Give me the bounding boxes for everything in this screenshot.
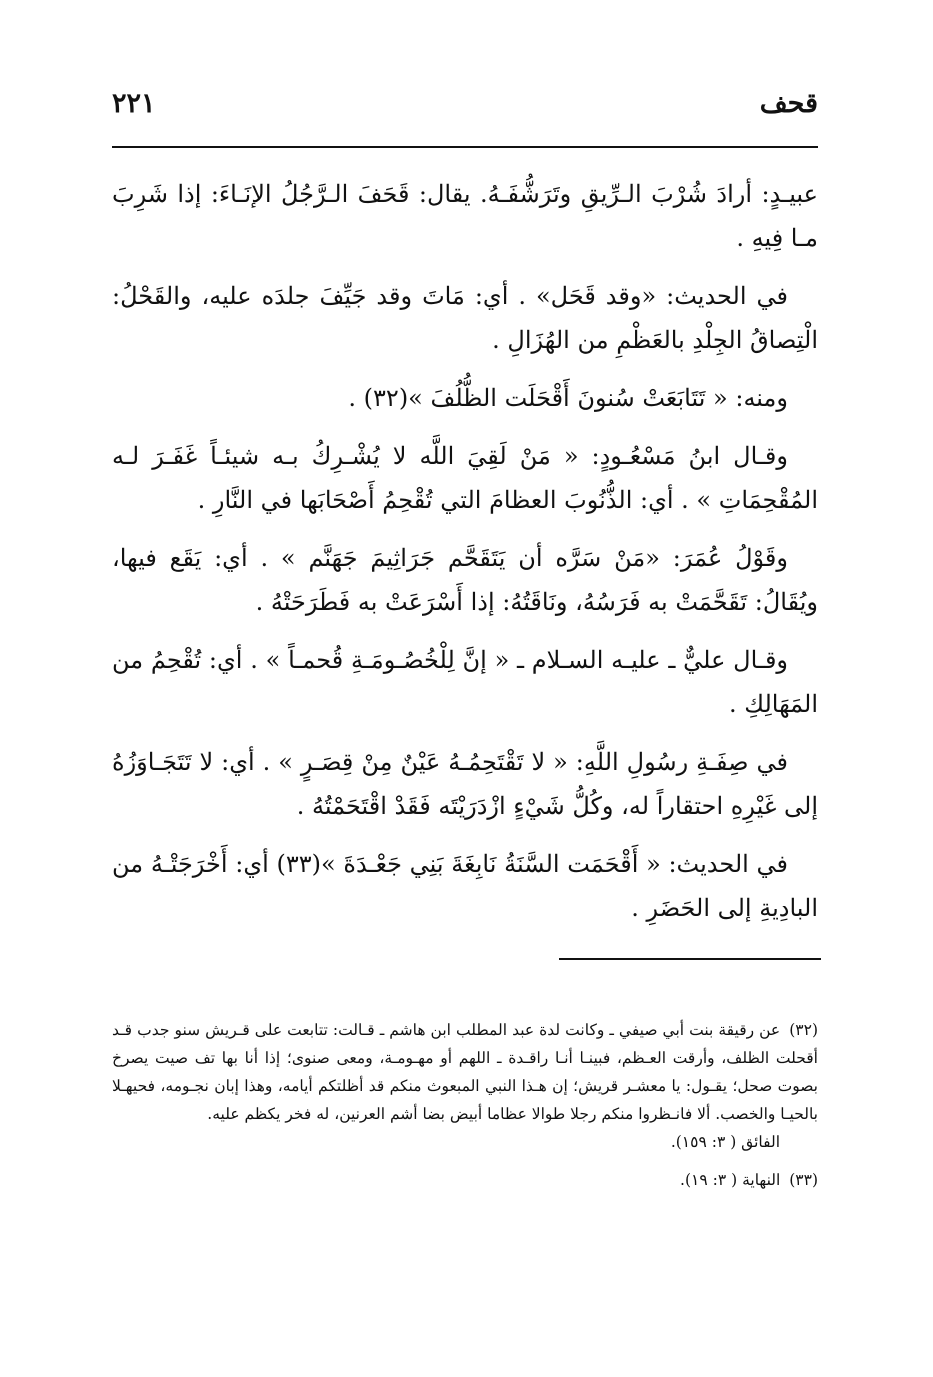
footnote-number: (٣٣) [789, 1171, 818, 1189]
paragraph: في صِفَـةِ رسُولِ اللَّهِ: « لا تَقْتَحِمُـهُ عَيْنٌ مِنْ قِصَـرٍ » . أي: لا تَتَجَـاوَزُهُ إلى غَيْرِهِ احتقاراً له، وكُلُّ شَيْءٍ ازْدَرَيْتَه فَقَدْ اقْتَحَمْتُهُ . [112, 748, 818, 820]
footnote-text: النهاية ( ٣: ١٩). [680, 1171, 781, 1189]
paragraph: في الحديث: «وقد قَحَل» . أي: مَاتَ وقد جَيِّفَ جلدَه عليه، والقَحْلُ: الْتِصاقُ الجِلْدِ بالعَظْمِ من الهُزَالِ . [112, 282, 818, 354]
footnote-number: (٣٢) [789, 1021, 818, 1039]
main-text [112, 172, 818, 944]
footnote-33 [112, 1166, 818, 1194]
paragraph: عبيـدٍ: أرادَ شُرْبَ الـرِّيقِ وتَرَشُّفَـهُ. يقال: قَحَفَ الـرَّجُلُ الإنَـاءَ: إذا شَرِبَ مـا فِيهِ . [112, 180, 818, 252]
entry-word-heading: قحف [759, 88, 818, 119]
footnotes [112, 1016, 818, 1204]
footnote-text: عن رقيقة بنت أبي صيفي ـ وكانت لدة عبد المطلب ابن هاشم ـ قـالت: تتابعت على قـريش سنو جدب قـد أقحلت الظلف، وأرقت العـظم، فبينـا أنـا راقـدة ـ اللهم أو مهـومـة، ومعى صنوى؛ إذا أنا بها تف صيت يصرخ بصوت صحل؛ يقـول: يا معشـر قريش؛ إن هـذا النبي المبعوث منكم قد أظلتكم أيامه، وهذا إبان نجـومه، فحيهـلا بالحيـا والخصب. ألا فانـظروا منكم رجلا طوالا عظاما أبيض بضا أشم العرنين، له فخر يكظم عليه. [112, 1021, 818, 1123]
paragraph: ومنه: « تَتَابَعَتْ سُنونَ أَقْحَلَت الظُّلُفَ »(٣٢) . [348, 384, 788, 412]
footnote-32 [112, 1016, 818, 1156]
paragraph: وقـال ابنُ مَسْعُـودٍ: « مَنْ لَقِيَ اللَّه لا يُشْـرِكُ بـه شيئـاً غَفَـرَ لـه المُقْحِمَاتِ » . أي: الذُّنُوبَ العظامَ التي تُقْحِمُ أَصْحَابَها في النَّارِ . [112, 442, 818, 514]
page-number: ٢٢١ [112, 88, 156, 119]
paragraph: وقـال عليٌّ ـ عليـه السـلام ـ « إنَّ لِلْخُصُـومَـةِ قُحمـاً » . أي: تُقْحِمُ من المَهَالِكِ . [112, 646, 818, 718]
footnote-source: الفائق ( ٣: ١٥٩). [670, 1133, 780, 1151]
footnote-divider [559, 958, 821, 960]
page-header [112, 88, 818, 132]
paragraph: وقَوْلُ عُمَرَ: «مَنْ سَرَّه أن يَتَقَحَّم جَرَاثِيمَ جَهَنَّم » . أي: يَقَع فيها، ويُقَالُ: تَقَحَّمَتْ به فَرَسُهُ، ونَاقَتُهُ: إذا أَسْرَعَتْ به فَطَرَحَتْهُ . [112, 544, 818, 616]
paragraph: في الحديث: « أَقْحَمَت السَّنَةُ نَابِغَةَ بَنِي جَعْـدَةَ »(٣٣) أي: أَخْرَجَتْـهُ من البادِيةِ إلى الحَضَرِ . [112, 850, 818, 922]
header-divider [112, 146, 818, 148]
